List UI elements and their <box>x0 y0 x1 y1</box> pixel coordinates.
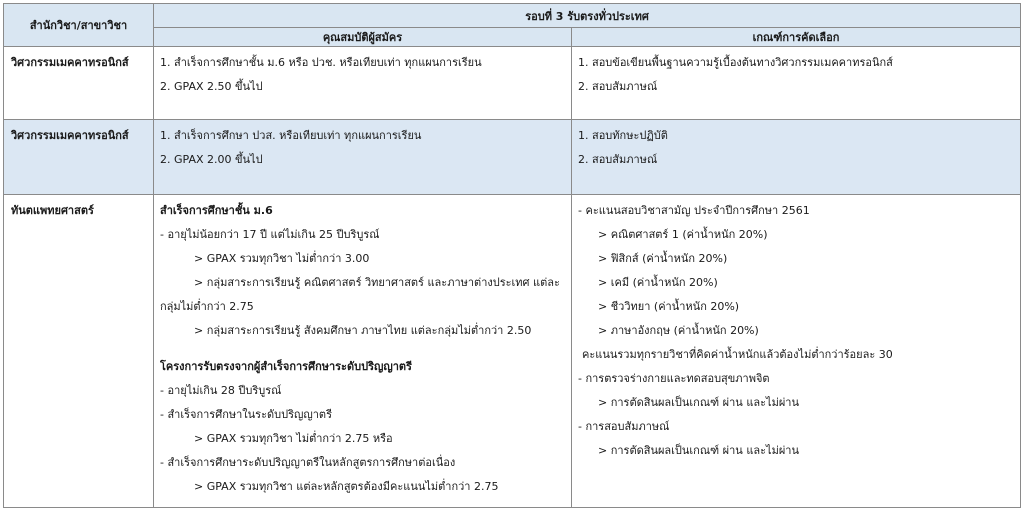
criteria-item: - การสอบสัมภาษณ์ <box>578 420 670 433</box>
qualification-cell <box>154 120 572 195</box>
criteria-cell <box>572 120 1021 195</box>
table-row <box>4 120 1021 195</box>
criteria-item: - คะแนนสอบวิชาสามัญ ประจำปีการศึกษา 2561 <box>578 204 810 217</box>
header-row <box>4 4 1021 28</box>
qualification-item: > กลุ่มสาระการเรียนรู้ สังคมศึกษา ภาษาไทย แต่ละกลุ่มไม่ต่ำกว่า 2.50 <box>194 324 532 337</box>
qualification-item: - สำเร็จการศึกษาในระดับปริญญาตรี <box>160 408 332 421</box>
admission-table <box>3 3 1021 508</box>
criteria-item: > เคมี (ค่าน้ำหนัก 20%) <box>598 276 718 289</box>
qualification-item: > กลุ่มสาระการเรียนรู้ คณิตศาสตร์ วิทยาศาสตร์ และภาษาต่างประเทศ แต่ละ <box>194 276 560 289</box>
qualification-item: - สำเร็จการศึกษาระดับปริญญาตรีในหลักสูตรการศึกษาต่อเนื่อง <box>160 456 456 469</box>
criteria-cell <box>572 195 1021 508</box>
criteria-item: > การตัดสินผลเป็นเกณฑ์ ผ่าน และไม่ผ่าน <box>598 444 799 457</box>
qualification-item: 1. สำเร็จการศึกษา ปวส. หรือเทียบเท่า ทุกแผนการเรียน <box>160 129 422 142</box>
program-name: วิศวกรรมเมคคาทรอนิกส์ <box>4 47 154 120</box>
criteria-item: - การตรวจร่างกายและทดสอบสุขภาพจิต <box>578 372 770 385</box>
criteria-item: 2. สอบสัมภาษณ์ <box>578 80 658 93</box>
qualification-item: 2. GPAX 2.50 ขึ้นไป <box>160 80 263 93</box>
program-column-header: สำนักวิชา/สาขาวิชา <box>4 4 154 47</box>
qualification-item: - อายุไม่เกิน 28 ปีบริบูรณ์ <box>160 384 282 397</box>
criteria-item: คะแนนรวมทุกรายวิชาที่คิดค่าน้ำหนักแล้วต้องไม่ต่ำกว่าร้อยละ 30 <box>582 348 893 361</box>
criteria-item: > ฟิสิกส์ (ค่าน้ำหนัก 20%) <box>598 252 728 265</box>
criteria-item: > ชีววิทยา (ค่าน้ำหนัก 20%) <box>598 300 740 313</box>
criteria-item: 1. สอบทักษะปฏิบัติ <box>578 129 668 142</box>
qualification-item: > GPAX รวมทุกวิชา ไม่ต่ำกว่า 3.00 <box>194 252 370 265</box>
table-row <box>4 195 1021 508</box>
qualification-item: 2. GPAX 2.00 ขึ้นไป <box>160 153 263 166</box>
criteria-item: 1. สอบข้อเขียนพื้นฐานความรู้เบื้องต้นทางวิศวกรรมเมคคาทรอนิกส์ <box>578 56 893 69</box>
criteria-item: > คณิตศาสตร์ 1 (ค่าน้ำหนัก 20%) <box>598 228 768 241</box>
qualification-column-header: คุณสมบัติผู้สมัคร <box>154 28 572 47</box>
qualification-item: - อายุไม่น้อยกว่า 17 ปี แต่ไม่เกิน 25 ปีบริบูรณ์ <box>160 228 380 241</box>
qualification-item: > GPAX รวมทุกวิชา ไม่ต่ำกว่า 2.75 หรือ <box>194 432 393 445</box>
criteria-item: > ภาษาอังกฤษ (ค่าน้ำหนัก 20%) <box>598 324 759 337</box>
criteria-cell <box>572 47 1021 120</box>
criteria-item: 2. สอบสัมภาษณ์ <box>578 153 658 166</box>
qualification-item: กลุ่มไม่ต่ำกว่า 2.75 <box>160 300 254 313</box>
qualification-cell <box>154 47 572 120</box>
qualification-heading: โครงการรับตรงจากผู้สำเร็จการศึกษาระดับปริญญาตรี <box>160 360 412 373</box>
subheader-row <box>4 28 1021 47</box>
qualification-item: 1. สำเร็จการศึกษาชั้น ม.6 หรือ ปวช. หรือเทียบเท่า ทุกแผนการเรียน <box>160 56 482 69</box>
round-header: รอบที่ 3 รับตรงทั่วประเทศ <box>154 4 1021 28</box>
qualification-item: > GPAX รวมทุกวิชา แต่ละหลักสูตรต้องมีคะแนนไม่ต่ำกว่า 2.75 <box>194 480 499 493</box>
program-name: วิศวกรรมเมคคาทรอนิกส์ <box>4 120 154 195</box>
criteria-column-header: เกณฑ์การคัดเลือก <box>572 28 1021 47</box>
qualification-cell <box>154 195 572 508</box>
table-row <box>4 47 1021 120</box>
criteria-item: > การตัดสินผลเป็นเกณฑ์ ผ่าน และไม่ผ่าน <box>598 396 799 409</box>
program-name: ทันตแพทยศาสตร์ <box>4 195 154 508</box>
qualification-heading: สำเร็จการศึกษาชั้น ม.6 <box>160 204 273 217</box>
